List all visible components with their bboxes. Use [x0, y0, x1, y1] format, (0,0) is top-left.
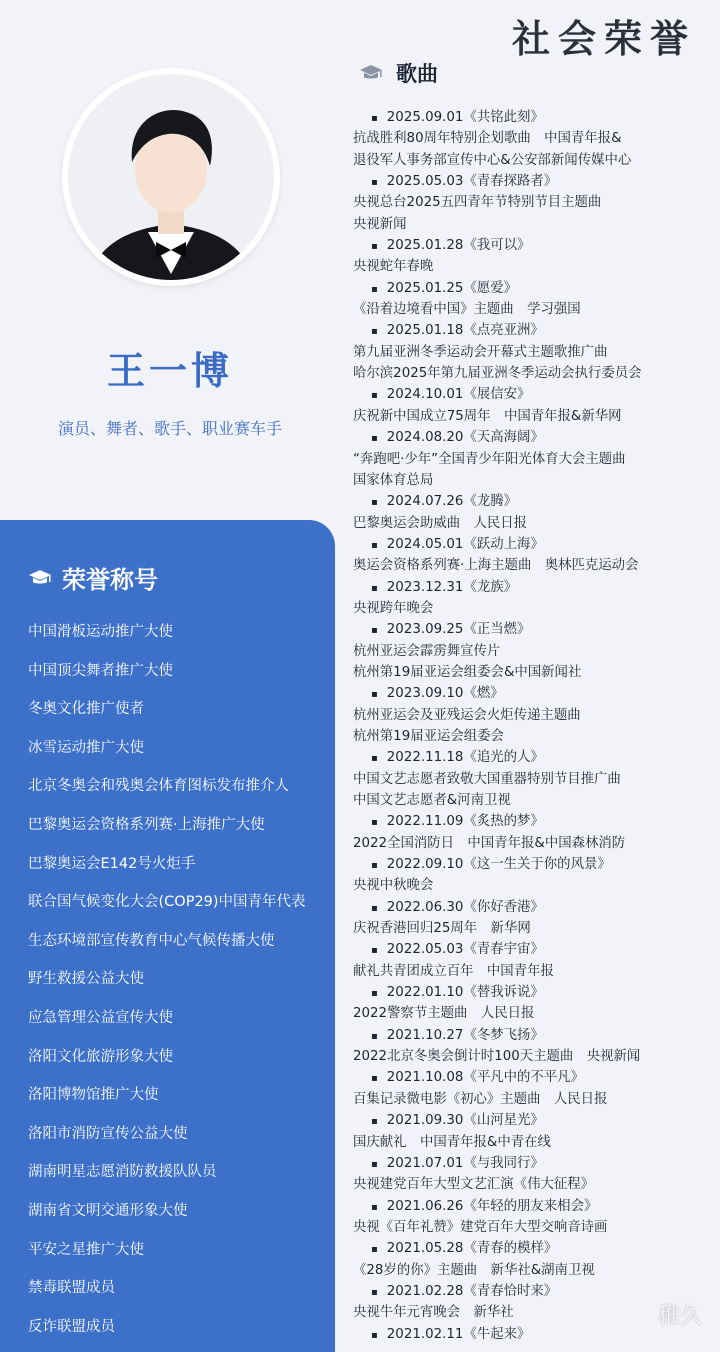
song-detail: 献礼共青团成立百年 中国青年报: [353, 963, 554, 979]
song-detail: 央视总台2025五四青年节特别节目主题曲: [353, 195, 602, 211]
honors-title: [28, 560, 158, 595]
song-title: ▪ 2021.02.28《青春恰时来》: [353, 1281, 715, 1302]
person-roles: 演员、舞者、歌手、职业赛车手: [57, 419, 282, 438]
song-detail: 央视新闻: [353, 216, 407, 232]
song-detail: 国庆献礼 中国青年报&中青在线: [353, 1134, 551, 1150]
song-detail: 《28岁的你》主题曲 新华社&湖南卫视: [353, 1262, 595, 1278]
honor-item: 反诈联盟成员: [28, 1318, 115, 1335]
honor-item: 中国顶尖舞者推广大使: [28, 662, 173, 679]
song-title: ▪ 2021.10.27《冬梦飞扬》: [353, 1025, 715, 1046]
song-detail: 退役军人事务部宣传中心&公安部新闻传媒中心: [353, 152, 632, 168]
song-title: ▪ 2024.10.01《展信安》: [353, 384, 715, 405]
songs-header: [358, 58, 438, 88]
songs-list: [353, 107, 715, 1345]
song-title: ▪ 2023.09.25《正当燃》: [353, 619, 715, 640]
honor-item: 洛阳文化旅游形象大使: [28, 1048, 173, 1065]
song-title: ▪ 2025.05.03《青春探路者》: [353, 171, 715, 192]
song-detail: 2022全国消防日 中国青年报&中国森林消防: [353, 835, 626, 851]
song-detail: 庆祝香港回归25周年 新华网: [353, 921, 531, 937]
song-title: ▪ 2022.05.03《青春宇宙》: [353, 939, 715, 960]
song-detail: 央视中秋晚会: [353, 878, 434, 894]
honor-item: 野生救援公益大使: [28, 971, 144, 988]
song-detail: 《沿着边境看中国》主题曲 学习强国: [353, 302, 581, 318]
song-detail: 2022警察节主题曲 人民日报: [353, 1006, 535, 1022]
song-title: ▪ 2021.05.28《青春的模样》: [353, 1238, 715, 1259]
song-title: ▪ 2025.01.25《愿爱》: [353, 278, 715, 299]
honor-item: 中国滑板运动推广大使: [28, 624, 173, 640]
honor-item: 洛阳博物馆推广大使: [28, 1087, 159, 1104]
honor-item: 生态环境部宣传教育中心气候传播大使: [28, 932, 275, 949]
song-title: ▪ 2021.10.08《平凡中的不平凡》: [353, 1067, 715, 1088]
song-title: ▪ 2025.01.28《我可以》: [353, 235, 715, 256]
song-title: ▪ 2024.08.20《天高海阔》: [353, 427, 715, 448]
song-detail: 2022北京冬奥会倒计时100天主题曲 央视新闻: [353, 1049, 641, 1065]
honor-item: 应急管理公益宣传大使: [28, 1009, 173, 1026]
honor-item: 冬奥文化推广使者: [28, 701, 144, 718]
song-title: ▪ 2021.06.26《年轻的朋友来相会》: [353, 1196, 715, 1217]
song-title: ▪ 2021.07.01《与我同行》: [353, 1153, 715, 1174]
honor-item: 北京冬奥会和残奥会体育图标发布推介人: [28, 778, 289, 795]
song-title: ▪ 2022.11.09《炙热的梦》: [353, 811, 715, 832]
song-title: ▪ 2022.09.10《这一生关于你的风景》: [353, 854, 715, 875]
song-title: ▪ 2022.11.18《追光的人》: [353, 747, 715, 768]
song-detail: 中国文艺志愿者致敬大国重器特别节目推广曲: [353, 771, 621, 787]
songs-header-label: 歌曲: [396, 62, 438, 86]
song-detail: 央视牛年元宵晚会 新华社: [353, 1305, 514, 1321]
song-detail: 第九届亚洲冬季运动会开幕式主题歌推广曲: [353, 344, 608, 360]
honor-item: 冰雪运动推广大使: [28, 739, 144, 756]
song-detail: 杭州亚运会霹雳舞宣传片: [353, 643, 501, 659]
song-detail: 央视蛇年春晚: [353, 259, 434, 275]
person-name: 王一博: [106, 349, 233, 393]
song-title: ▪ 2023.12.31《龙族》: [353, 577, 715, 598]
honor-item: 联合国气候变化大会(COP29)中国青年代表: [28, 894, 306, 911]
song-title: ▪ 2024.07.26《龙腾》: [353, 491, 715, 512]
song-title: ▪ 2023.09.10《燃》: [353, 683, 715, 704]
portrait-photo: [68, 74, 274, 280]
song-detail: 杭州亚运会及亚残运会火炬传递主题曲: [353, 707, 581, 723]
song-detail: 奥运会资格系列赛·上海主题曲 奥林匹克运动会: [353, 558, 639, 574]
song-detail: 抗战胜利80周年特别企划歌曲 中国青年报&: [353, 131, 622, 147]
song-detail: 百集记录微电影《初心》主题曲 人民日报: [353, 1091, 608, 1107]
song-title: ▪ 2024.05.01《跃动上海》: [353, 534, 715, 555]
song-title: ▪ 2022.06.30《你好香港》: [353, 897, 715, 918]
song-title: ▪ 2021.02.11《牛起来》: [353, 1324, 715, 1345]
song-detail: 国家体育总局: [353, 472, 434, 488]
honor-item: 巴黎奥运会资格系列赛·上海推广大使: [28, 816, 265, 833]
song-title: ▪ 2025.09.01《共铭此刻》: [353, 107, 715, 128]
watermark: 稚久: [657, 1304, 702, 1329]
honor-item: 巴黎奥运会E142号火炬手: [28, 855, 196, 872]
song-detail: “奔跑吧·少年”全国青少年阳光体育大会主题曲: [353, 451, 626, 467]
song-detail: 哈尔滨2025年第九届亚洲冬季运动会执行委员会: [353, 366, 642, 382]
avatar: [62, 68, 280, 286]
song-title: ▪ 2025.01.18《点亮亚洲》: [353, 320, 715, 341]
song-detail: 央视建党百年大型文艺汇演《伟大征程》: [353, 1177, 595, 1193]
honors-title-label: 荣誉称号: [62, 566, 158, 594]
graduation-cap-icon: [358, 63, 384, 83]
song-detail: 央视《百年礼赞》建党百年大型交响音诗画: [353, 1219, 608, 1235]
honors-panel: [0, 520, 335, 1352]
graduation-cap-icon: [28, 568, 52, 588]
song-detail: 中国文艺志愿者&河南卫视: [353, 793, 511, 808]
song-detail: 杭州第19届亚运会组委会&中国新闻社: [353, 664, 582, 680]
song-detail: 庆祝新中国成立75周年 中国青年报&新华网: [353, 408, 622, 424]
honor-item: 洛阳市消防宣传公益大使: [28, 1125, 188, 1142]
honors-list: [28, 620, 328, 1352]
honor-item: 禁毒联盟成员: [28, 1280, 115, 1297]
song-detail: 巴黎奥运会助威曲 人民日报: [353, 515, 528, 531]
song-title: ▪ 2021.09.30《山河星光》: [353, 1110, 715, 1131]
song-detail: 央视跨年晚会: [353, 600, 434, 616]
honor-item: 平安之星推广大使: [28, 1241, 144, 1258]
song-detail: 杭州第19届亚运会组委会: [353, 728, 504, 744]
song-title: ▪ 2022.01.10《替我诉说》: [353, 982, 715, 1003]
page-title: 社会荣誉: [511, 17, 696, 61]
honor-item: 湖南省文明交通形象大使: [28, 1202, 188, 1219]
honor-item: 湖南明星志愿消防救援队队员: [28, 1164, 217, 1181]
